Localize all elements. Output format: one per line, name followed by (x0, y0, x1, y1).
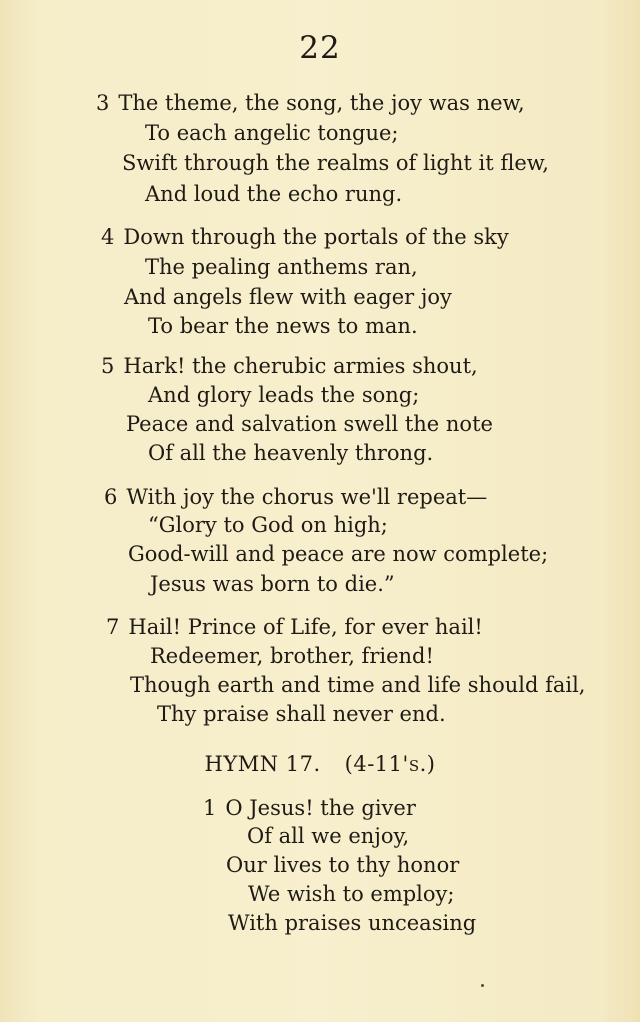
stanza-line: 7 Hail! Prince of Life, for ever hail! (106, 615, 483, 639)
stanza-line: To each angelic tongue; (145, 121, 399, 145)
stanza-line: Good-will and peace are now complete; (128, 542, 549, 566)
print-speck (481, 984, 484, 987)
stanza-line: Of all the heavenly throng. (148, 441, 434, 465)
stanza-line: 3 The theme, the song, the joy was new, (96, 91, 525, 115)
stanza-number: 1 (203, 796, 217, 820)
stanza-line: 6 With joy the chorus we'll repeat— (104, 485, 488, 509)
stanza-number: 6 (104, 485, 118, 509)
stanza-number: 3 (96, 91, 110, 115)
hymn-meter: (4-11'S.) (344, 752, 436, 776)
page-number: 22 (299, 30, 341, 66)
stanza-line: And glory leads the song; (148, 383, 420, 407)
stanza-line: The pealing anthems ran, (145, 255, 418, 279)
hymn-heading (0, 752, 640, 776)
hymn-label: HYMN 17. (204, 752, 321, 776)
stanza-line: 5 Hark! the cherubic armies shout, (101, 354, 478, 378)
stanza-line: Peace and salvation swell the note (126, 412, 493, 436)
stanza-line: Thy praise shall never end. (157, 702, 446, 726)
stanza-line: Though earth and time and life should fail, (130, 673, 586, 697)
stanza-line: “Glory to God on high; (148, 513, 388, 537)
stanza-line: Redeemer, brother, friend! (150, 644, 434, 668)
stanza-line: And angels flew with eager joy (124, 285, 452, 309)
stanza-line: And loud the echo rung. (145, 182, 403, 206)
stanza-number: 5 (101, 354, 115, 378)
stanza-line: With praises unceasing (228, 911, 477, 935)
stanza-number: 4 (101, 225, 115, 249)
stanza-line: 4 Down through the portals of the sky (101, 225, 509, 249)
stanza-line: Our lives to thy honor (226, 853, 460, 877)
stanza-line: 1 O Jesus! the giver (203, 796, 416, 820)
stanza-line: Swift through the realms of light it flew, (122, 151, 549, 175)
stanza-line: Jesus was born to die.” (150, 572, 395, 596)
stanza-line: We wish to employ; (248, 882, 455, 906)
stanza-number: 7 (106, 615, 120, 639)
stanza-line: To bear the news to man. (148, 314, 418, 338)
stanza-line: Of all we enjoy, (247, 824, 410, 848)
